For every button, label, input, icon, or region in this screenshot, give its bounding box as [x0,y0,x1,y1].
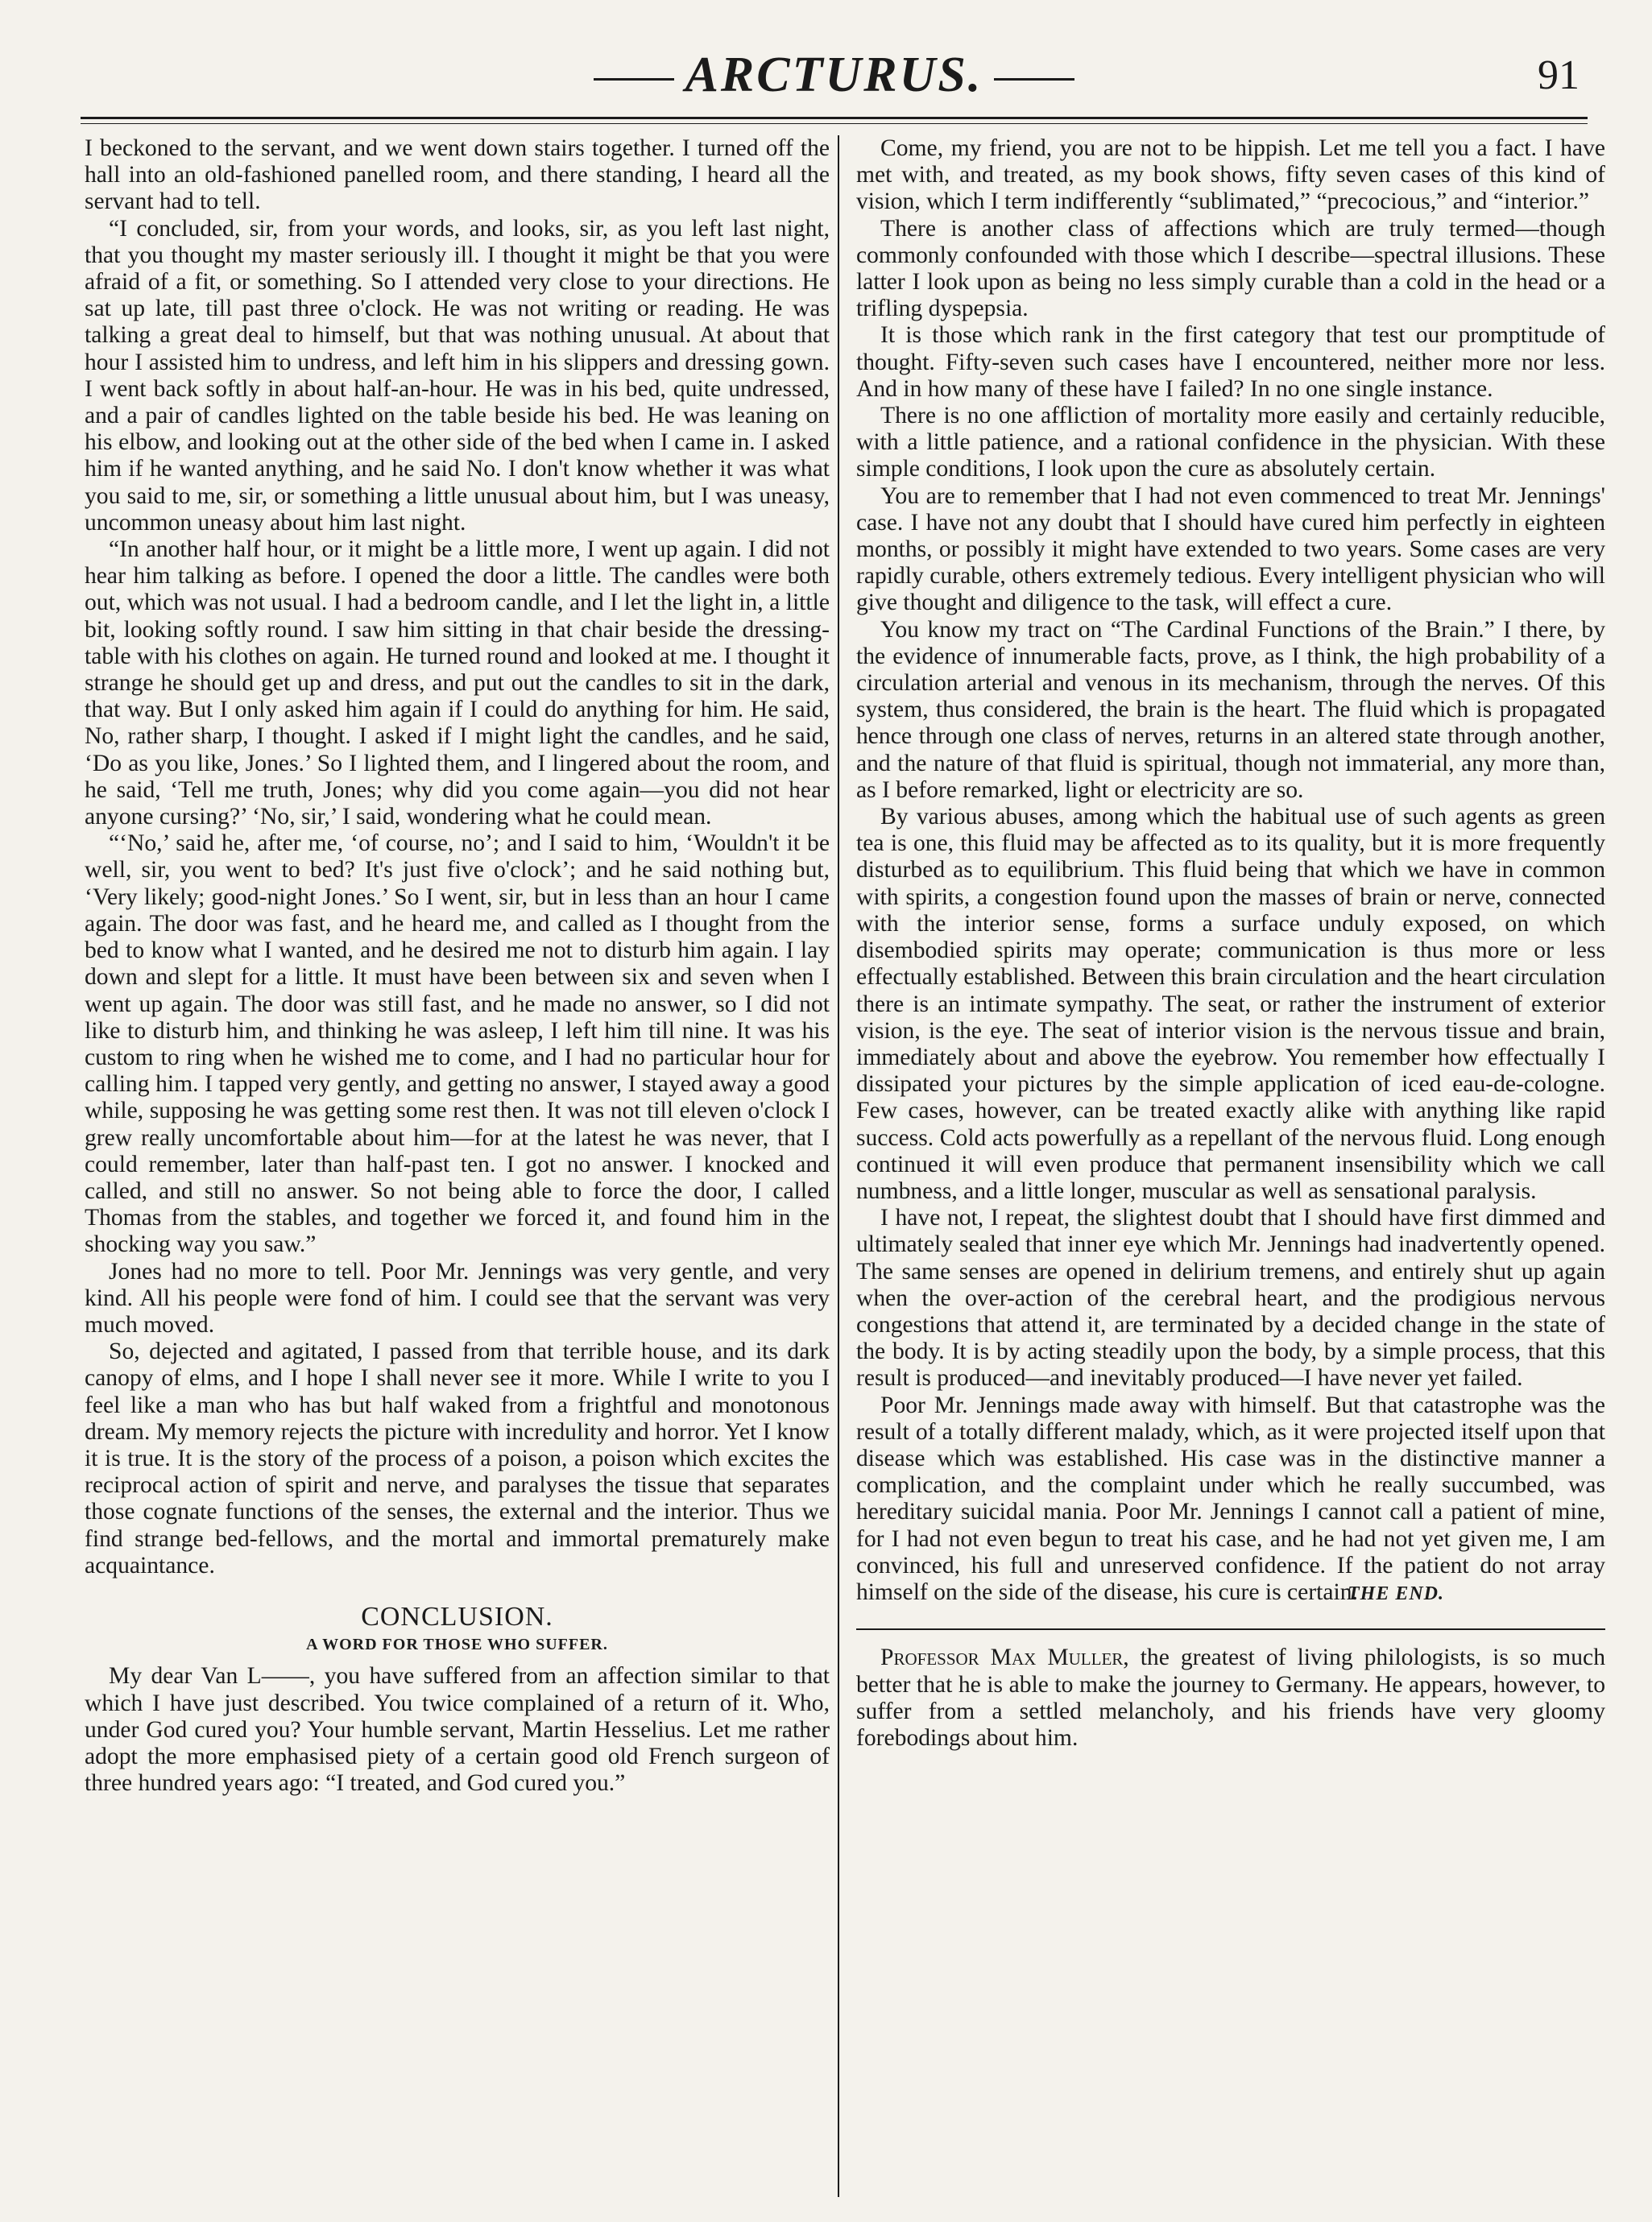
news-note [856,1645,1605,1752]
paragraph: “‘No,’ said he, after me, ‘of course, no’; and I said to him, ‘Wouldn't it be well, sir, you went to bed? It's just five o'clock’; and he said nothing but, ‘Very likely; good-night Jones.’ So I went, sir, but in less than an hour I came again. The door was fast, and he heard me, and called as I thought from the bed to know what I wanted, and he desired me not to disturb him again. I lay down and slept for a little. It must have been between six and seven when I went up again. The door was still fast, and he made no answer, so I did not like to disturb him, and thinking he was asleep, I left him till nine. It was his custom to ring when he wished me to come, and I had no particular hour for calling him. I tapped very gently, and getting no answer, I stayed away a good while, supposing he was getting some rest then. It was not till eleven o'clock I grew really uncomfortable about him—for at the latest he was never, that I could remember, later than half-past ten. I got no answer. I knocked and called, and still no answer. So not being able to force the door, I called Thomas from the stables, and together we forced it, and found him in the shocking way you saw.” [85,830,830,1258]
paragraph: I beckoned to the servant, and we went down stairs together. I turned off the hall into an old-fashioned panelled room, and there standing, I heard all the servant had to tell. [85,135,830,215]
paragraph: You are to remember that I had not even commenced to treat Mr. Jennings' case. I have not any doubt that I should have cured him perfectly in eighteen months, or possibly it might have extended to two years. Some cases are very rapidly curable, others extremely tedious. Every intelligent physician who will give thought and diligence to the task, will effect a cure. [856,482,1605,616]
section-divider [856,1628,1605,1630]
paragraph: So, dejected and agitated, I passed from that terrible house, and its dark canopy of elms, and I hope I shall never see it more. While I write to you I feel like a man who has but half waked from a frightful and monotonous dream. My memory rejects the picture with incredulity and horror. Yet I know it is true. It is the story of the process of a poison, a poison which excites the reciprocal action of spirit and nerve, and paralyses the tissue that separates those cognate functions of the senses, the external and the interior. Thus we find strange bed-fellows, and the mortal and immortal prematurely make acquaintance. [85,1339,830,1579]
masthead-title: ARCTURUS. [685,48,983,102]
paragraph: My dear Van L——, you have suffered from an affection similar to that which I have just described. You twice complained of a return of it. Who, under God cured you? Your humble servant, Martin Hesselius. Let me rather adopt the more emphasised piety of a certain good old French surgeon of three hundred years ago: “I treated, and God cured you.” [85,1663,830,1797]
the-end-label: THE END. [1347,1583,1444,1605]
news-note-text: the greatest of living philologists, is so much better that he is able to make the journey to Germany. He appears, however, to suffer from a settled melancholy, and his friends have very gloomy forebodings about him. [856,1645,1605,1751]
paragraph: I have not, I repeat, the slightest doubt that I should have first dimmed and ultimately sealed that inner eye which Mr. Jennings had inadvertently opened. The same senses are opened in delirium tremens, and entirely shut up again when the over-action of the cerebral heart, and the prodigious nervous congestions that attend it, are terminated by a decided change in the state of the body. It is by acting steadily upon the body, by a simple process, that this result is produced—and inevitably produced—I have never yet failed. [856,1205,1605,1392]
paragraph: Come, my friend, you are not to be hippish. Let me tell you a fact. I have met with, and treated, as my book shows, fifty seven cases of this kind of vision, which I term indifferently “sublimated,” “precocious,” and “interior.” [856,135,1605,215]
right-column [856,135,1605,1752]
masthead-dash-right [994,78,1074,81]
conclusion-subheading: A WORD FOR THOSE WHO SUFFER. [306,1636,608,1654]
left-column [85,135,830,1797]
paragraph: “In another half hour, or it might be a little more, I went up again. I did not hear him talking as before. I opened the door a little. The candles were both out, which was not usual. I had a bedroom candle, and I let the light in, a little bit, looking softly round. I saw him sitting in that chair beside the dressing-table with his clothes on again. He turned round and looked at me. I thought it strange he should get up and dress, and put out the candles to sit in the dark, that way. But I only asked him again if I could do anything for him. He said, No, rather sharp, I thought. I asked if I might light the candles, and he said, ‘Do as you like, Jones.’ So I lighted them, and I lingered about the room, and he said, ‘Tell me truth, Jones; why did you come again—you did not hear anyone cursing?’ ‘No, sir,’ I said, wondering what he could mean. [85,536,830,830]
paragraph: There is no one affliction of mortality more easily and certainly reducible, with a little patience, and a rational confidence in the physician. With these simple conditions, I look upon the cure as absolutely certain. [856,403,1605,482]
paragraph: Poor Mr. Jennings made away with himself. But that catastrophe was the result of a totally different malady, which, as it were projected itself upon that disease which was established. His case was in the distinctive manner a complication, and the complaint under which he really succumbed, was hereditary suicidal mania. Poor Mr. Jennings I cannot call a patient of mine, for I had not even begun to treat his case, and he had not yet given me, I am convinced, his full and unreserved confidence. If the patient do not array himself on the side of the disease, his cure is certain. [856,1392,1605,1605]
column-divider [838,135,839,2197]
paragraph: “I concluded, sir, from your words, and looks, sir, as you left last night, that you thought my master seriously ill. I thought it might be that you were afraid of a fit, or something. So I attended very close to your directions. He sat up late, till past three o'clock. He was not writing or reading. He was talking a great deal to himself, but that was nothing unusual. At about that hour I assisted him to undress, and left him in his slippers and dressing gown. I went back softly in about half-an-hour. He was in his bed, quite undressed, and a pair of candles lighted on the table beside his bed. He was leaning on his elbow, and looking out at the other side of the bed when I came in. I asked him if he wanted anything, and he said No. I don't know whether it was what you said to me, sir, or something a little unusual about him, but I was uneasy, uncommon uneasy about him last night. [85,215,830,536]
header-rule-thin [81,123,1588,124]
conclusion-heading: CONCLUSION. [361,1601,553,1632]
paragraph: Jones had no more to tell. Poor Mr. Jennings was very gentle, and very kind. All his people were fond of him. I could see that the servant was very much moved. [85,1258,830,1338]
masthead [89,47,1580,104]
news-note-lead: Professor Max Muller, [880,1645,1129,1671]
page-header [89,47,1580,111]
paragraph: You know my tract on “The Cardinal Functions of the Brain.” I there, by the evidence of innumerable facts, prove, as I think, the high probability of a circulation arterial and venous in its mechanism, through the nerves. Of this system, thus considered, the brain is the heart. The fluid which is propagated hence through one class of nerves, returns in an altered state through another, and the nature of that fluid is spiritual, though not immaterial, any more than, as I before remarked, light or electricity are so. [856,616,1605,803]
header-rule-thick [81,117,1588,119]
page-number: 91 [1538,52,1580,98]
paragraph: It is those which rank in the first category that test our promptitude of thought. Fifty-seven such cases have I encountered, neither more nor less. And in how many of these have I failed? In no one single instance. [856,322,1605,402]
masthead-dash-left [594,78,674,81]
paragraph: There is another class of affections which are truly termed—though commonly confounded with those which I describe—spectral illusions. These latter I look upon as being no less simply curable than a cold in the head or a trifling dyspepsia. [856,215,1605,322]
paragraph: By various abuses, among which the habitual use of such agents as green tea is one, this fluid may be affected as to its quality, but it is more frequently disturbed as to equilibrium. This fluid being that which we have in common with spirits, a congestion found upon the masses of brain or nerve, connected with the interior sense, forms a surface unduly exposed, on which disembodied spirits may operate; communication is thus more or less effectually established. Between this brain circulation and the heart circulation there is an intimate sympathy. The seat, or rather the instrument of exterior vision, is the eye. The seat of interior vision is the nervous tissue and brain, immediately about and above the eyebrow. You remember how effectually I dissipated your pictures by the simple application of iced eau-de-cologne. Few cases, however, can be treated exactly alike with anything like rapid success. Cold acts powerfully as a repellant of the nervous fluid. Long enough continued it will even produce that permanent insensibility which we call numbness, and a little longer, muscular as well as sensational paralysis. [856,804,1605,1204]
